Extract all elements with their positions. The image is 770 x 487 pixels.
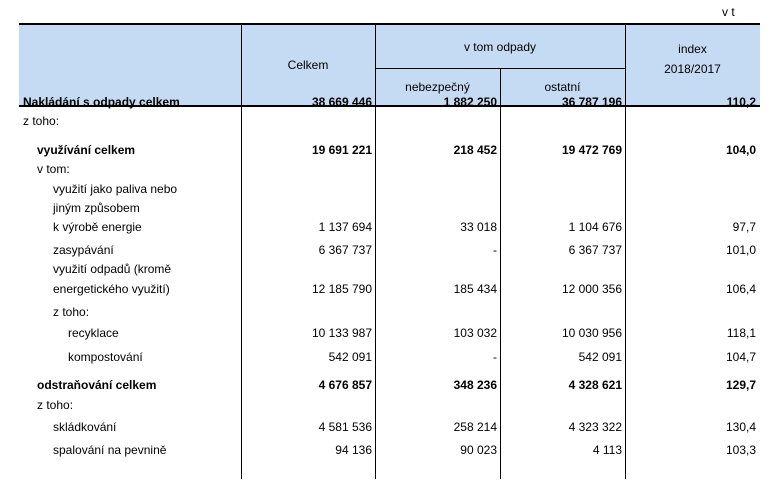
- table-row: [19, 282, 760, 298]
- row-label: využití jako paliva nebo: [53, 182, 178, 196]
- table-row: [19, 326, 760, 342]
- header-index-line2: 2018/2017: [664, 62, 721, 76]
- value-total: 19 691 221: [311, 143, 372, 157]
- value-total: 10 133 987: [311, 326, 372, 340]
- value-index: 110,2: [726, 95, 756, 109]
- value-other: 1 104 676: [568, 220, 622, 234]
- table-row: [19, 143, 760, 159]
- value-total: 4 676 857: [318, 378, 372, 392]
- table-row: [19, 262, 760, 278]
- value-hazardous: 218 452: [453, 143, 497, 157]
- row-label: jiným způsobem: [53, 201, 140, 215]
- value-index: 104,7: [725, 350, 756, 364]
- header-hazardous: nebezpečný: [405, 79, 470, 94]
- value-index: 103,3: [725, 443, 756, 457]
- row-label: z toho:: [37, 398, 74, 412]
- table-row: [19, 420, 760, 436]
- value-total: 12 185 790: [311, 282, 372, 296]
- value-other: 6 367 737: [568, 243, 622, 257]
- value-other: 4 328 621: [568, 378, 622, 392]
- row-label: skládkování: [53, 420, 117, 434]
- row-label: spalování na pevnině: [53, 443, 167, 457]
- header-total: Celkem: [287, 58, 329, 72]
- value-hazardous: 348 236: [453, 378, 497, 392]
- row-label: odstraňování celkem: [37, 378, 157, 392]
- header-waste-group: v tom odpady: [463, 39, 537, 54]
- row-label: Nakládání s odpady celkem: [23, 95, 180, 109]
- value-other: 4 113: [592, 443, 622, 457]
- row-label: k výrobě energie: [53, 220, 142, 234]
- row-label: z toho:: [53, 305, 90, 319]
- value-index: 118,1: [726, 326, 756, 340]
- row-label: z toho:: [23, 114, 60, 128]
- value-total: 542 091: [328, 350, 372, 364]
- table-row: [19, 350, 760, 366]
- value-other: 12 000 356: [561, 282, 622, 296]
- header-other: ostatní: [544, 79, 581, 94]
- value-index: 106,4: [725, 282, 756, 296]
- value-other: 542 091: [578, 350, 622, 364]
- value-hazardous: 258 214: [453, 420, 497, 434]
- value-hazardous: 1 882 250: [443, 95, 497, 109]
- value-hazardous: 90 023: [460, 443, 497, 457]
- row-label: kompostování: [68, 350, 143, 364]
- table-row: [19, 182, 760, 198]
- value-index: 104,0: [725, 143, 756, 157]
- table-row: [19, 220, 760, 236]
- waste-table: [19, 23, 760, 479]
- value-total: 6 367 737: [318, 243, 372, 257]
- unit-label: v t: [722, 5, 735, 19]
- row-label: využívání celkem: [37, 143, 136, 157]
- table-row: [19, 243, 760, 259]
- value-other: 10 030 956: [561, 326, 622, 340]
- table-row: [19, 378, 760, 394]
- value-index: 97,7: [732, 220, 756, 234]
- value-hazardous: -: [493, 350, 497, 364]
- header-index-line1: index: [678, 42, 707, 56]
- row-label: využití odpadů (kromě: [53, 262, 172, 276]
- row-label: v tom:: [37, 162, 70, 176]
- value-hazardous: 33 018: [460, 220, 497, 234]
- value-index: 129,7: [725, 378, 756, 392]
- table-row: [19, 398, 760, 414]
- table-body: [19, 95, 760, 479]
- value-total: 38 669 446: [311, 95, 372, 109]
- value-index: 101,0: [725, 243, 756, 257]
- value-hazardous: -: [493, 243, 497, 257]
- value-other: 19 472 769: [561, 143, 622, 157]
- table-row: [19, 162, 760, 178]
- row-label: zasypávání: [53, 243, 114, 257]
- value-other: 4 323 322: [568, 420, 622, 434]
- value-index: 130,4: [725, 420, 756, 434]
- value-hazardous: 185 434: [453, 282, 497, 296]
- table-row: [19, 114, 760, 130]
- table-row: [19, 305, 760, 321]
- row-label: energetického využití): [53, 282, 170, 296]
- table-row: [19, 201, 760, 217]
- table-row: [19, 95, 760, 111]
- value-total: 94 136: [335, 443, 372, 457]
- table-row: [19, 443, 760, 459]
- row-label: recyklace: [68, 326, 119, 340]
- value-total: 1 137 694: [318, 220, 372, 234]
- value-other: 36 787 196: [561, 95, 622, 109]
- value-total: 4 581 536: [318, 420, 372, 434]
- value-hazardous: 103 032: [453, 326, 497, 340]
